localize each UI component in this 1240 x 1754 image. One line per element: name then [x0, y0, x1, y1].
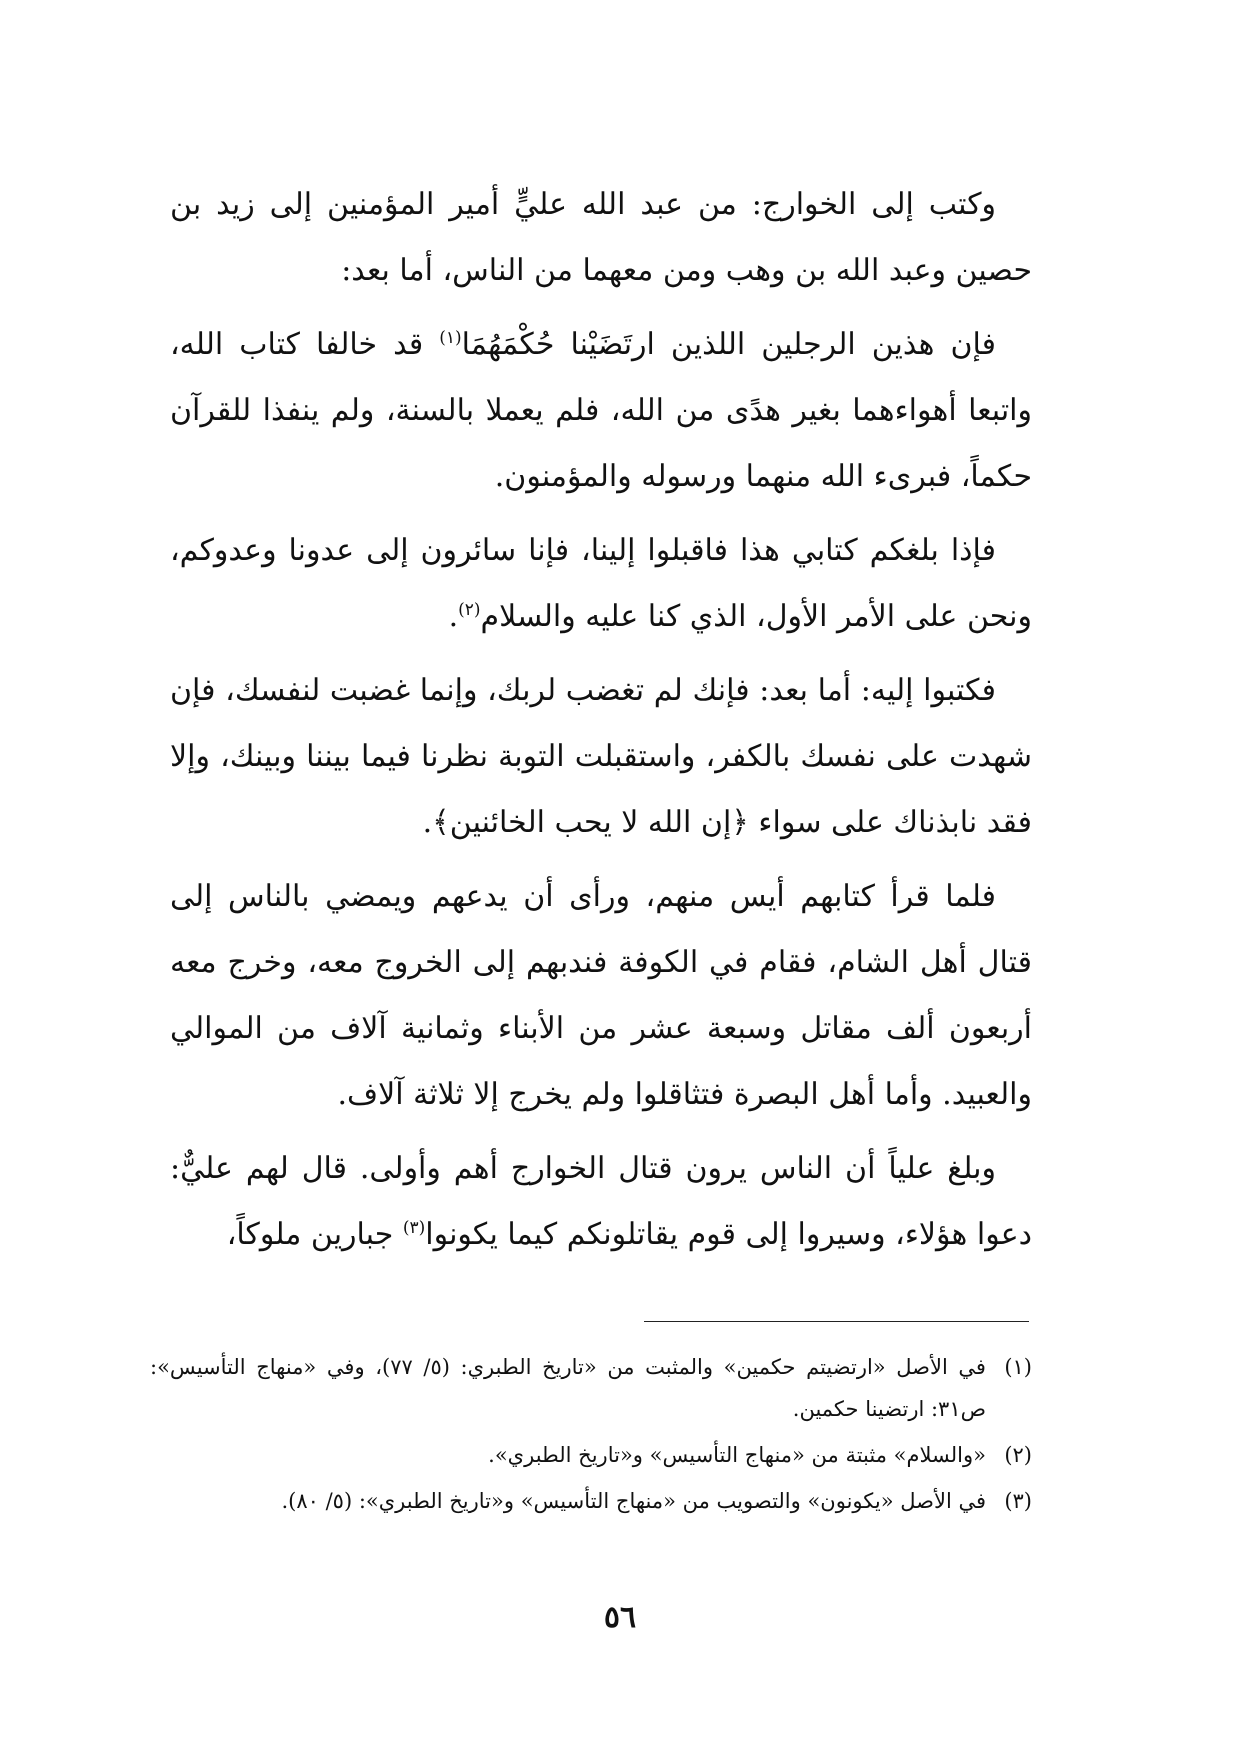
- paragraph-march: [170, 864, 1032, 1128]
- footnote-1: [150, 1346, 1032, 1430]
- paragraph-text: .: [448, 599, 459, 634]
- paragraph-letter-body: [170, 312, 1032, 510]
- footnote-2: [150, 1434, 1032, 1476]
- footnote-3: [150, 1480, 1032, 1522]
- paragraph-text: فإن هذين الرجلين اللذين ارتَضَيْنا حُكْمَهُمَا: [461, 327, 996, 362]
- footnote-number: (٢): [1004, 1443, 1032, 1467]
- paragraph-text: وكتب إلى الخوارج: من عبد الله عليٍّ أمير المؤمنين إلى زيد بن حصين وعبد الله بن وهب ومن معهما من الناس، أما بعد:: [170, 187, 1032, 288]
- footnotes: [150, 1346, 1032, 1526]
- footnote-text: في الأصل «يكونون» والتصويب من «منهاج التأسيس» و«تاريخ الطبري»: (٥/ ٨٠).: [281, 1489, 986, 1513]
- main-text: [170, 172, 1032, 1276]
- footnote-number: (١): [1004, 1355, 1032, 1379]
- paragraph-ali-speech: [170, 1136, 1032, 1268]
- footnote-number: (٣): [1004, 1489, 1032, 1513]
- footnote-text: «والسلام» مثبتة من «منهاج التأسيس» و«تاريخ الطبري».: [488, 1443, 986, 1467]
- footnote-divider: [644, 1321, 1029, 1322]
- paragraph-text: جبارين ملوكاً،: [226, 1217, 403, 1252]
- paragraph-letter-closing: [170, 518, 1032, 650]
- footnote-ref-3: (٣): [402, 1218, 426, 1238]
- paragraph-khawarij-reply: [170, 658, 1032, 856]
- paragraph-letter-opening: [170, 172, 1032, 304]
- footnote-text: في الأصل «ارتضيتم حكمين» والمثبت من «تاريخ الطبري: (٥/ ٧٧)، وفي «منهاج التأسيس»: ص٣١: ارتضينا حكمين.: [150, 1355, 986, 1421]
- footnote-ref-1: (١): [439, 328, 462, 348]
- paragraph-text: فلما قرأ كتابهم أيس منهم، ورأى أن يدعهم ويمضي بالناس إلى قتال أهل الشام، فقام في الكوفة فندبهم إلى الخروج معه، وخرج معه أربعون ألف مقاتل وسبعة عشر من الأبناء وثمانية آلاف من الموالي والعبيد. وأما أهل البصرة فتثاقلوا ولم يخرج إلا ثلاثة آلاف.: [170, 879, 1032, 1112]
- paragraph-text: قد خالفا كتاب الله، واتبعا أهواءهما بغير هدًى من الله، فلم يعملا بالسنة، ولم ينفذا للقرآن حكماً، فبرىء الله منهما ورسوله والمؤمنون.: [170, 327, 1032, 494]
- paragraph-text: فكتبوا إليه: أما بعد: فإنك لم تغضب لربك، وإنما غضبت لنفسك، فإن شهدت على نفسك بالكفر، واستقبلت التوبة نظرنا فيما بيننا وبينك، وإلا فقد نابذناك على سواء ﴿إن الله لا يحب الخائنين﴾.: [170, 673, 1032, 840]
- paragraph-text: وبلغ علياً أن الناس يرون قتال الخوارج أهم وأولى. قال لهم عليٌّ: دعوا هؤلاء، وسيروا إلى قوم يقاتلونكم كيما يكونوا: [170, 1151, 1032, 1252]
- footnote-ref-2: (٢): [458, 600, 481, 620]
- page-number: ٥٦: [603, 1600, 637, 1635]
- paragraph-text: فإذا بلغكم كتابي هذا فاقبلوا إلينا، فإنا سائرون إلى عدونا وعدوكم، ونحن على الأمر الأول، الذي كنا عليه والسلام: [170, 533, 1032, 634]
